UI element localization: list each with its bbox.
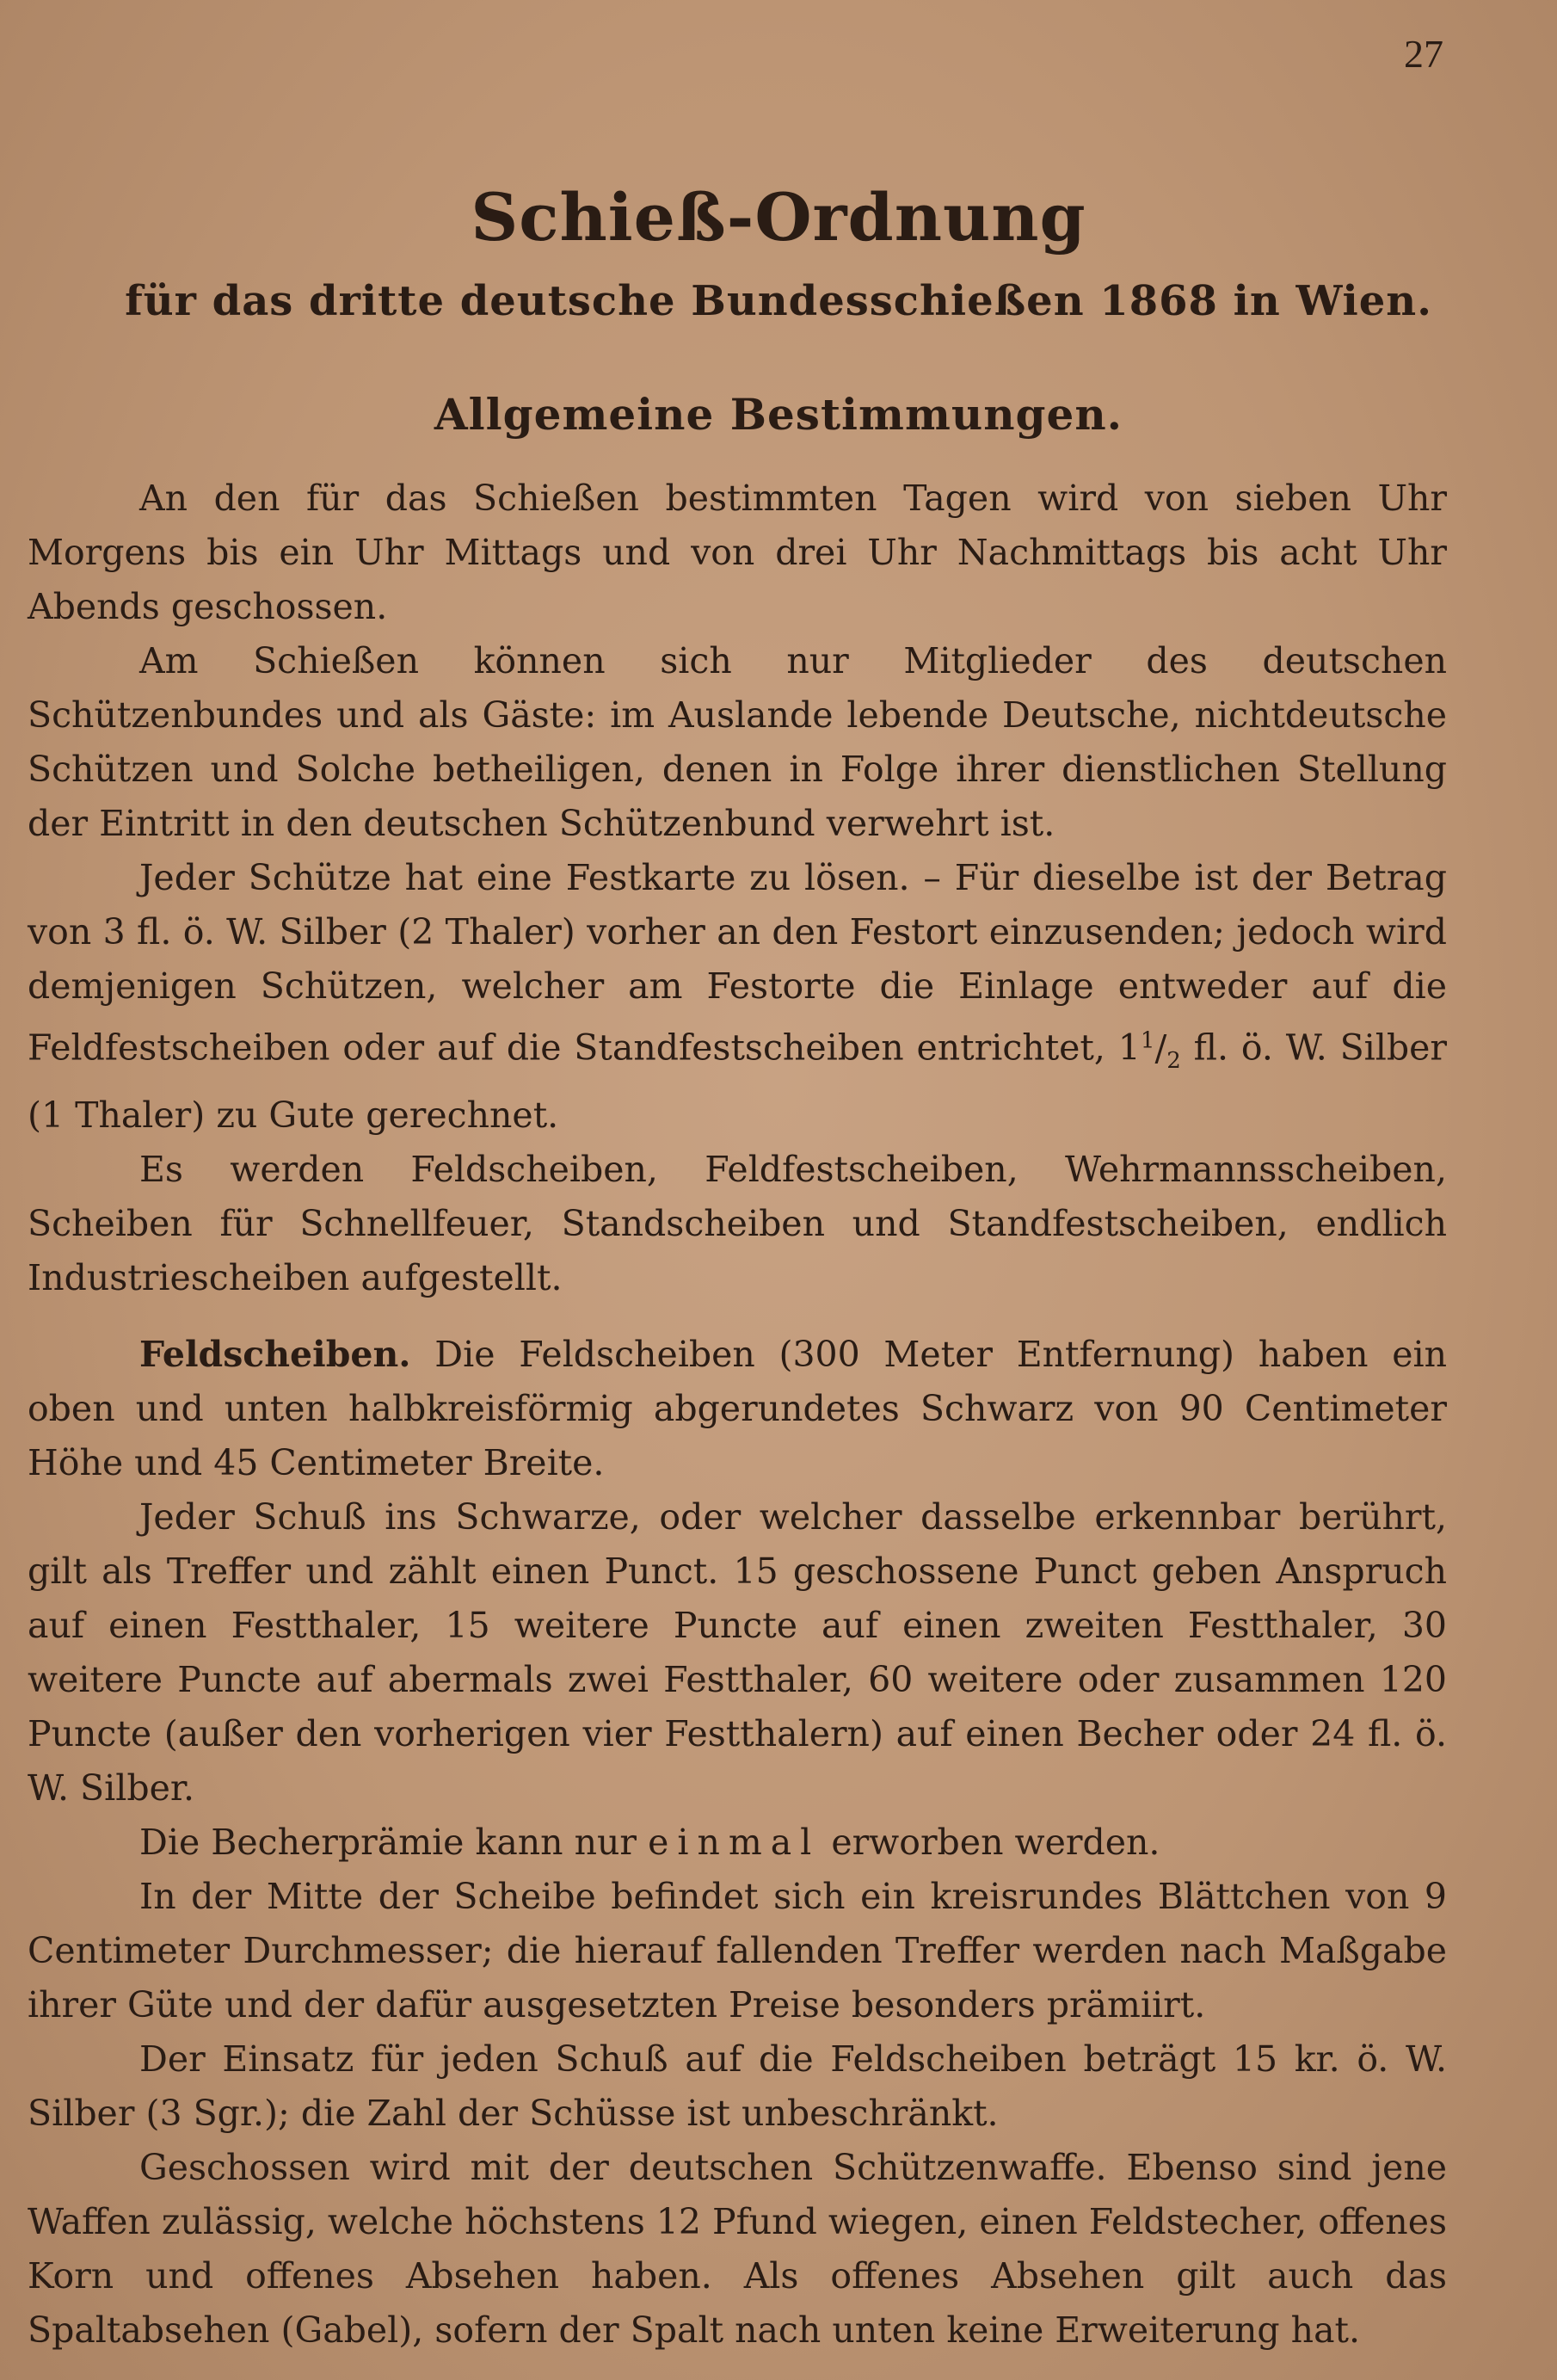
fraction-denominator: 2 (1166, 1047, 1181, 1074)
emphasized-word: einmal (648, 1821, 821, 1863)
paragraph: Geschossen wird mit der deutschen Schützenwaffe. Ebenso sind jene Waffen zulässig, welche höchstens 12 Pfund wiegen, einen Feldstecher, offenes Korn und offenes Absehen haben. Als offenes Absehen gilt auch das Spaltabsehen (Gabel), sofern der Spalt nach unten keine Erweiterung hat. (28, 2146, 1447, 2351)
body-text (28, 472, 1447, 2358)
page-subtitle: für das dritte deutsche Bundesschießen 1868 in Wien. (125, 277, 1432, 325)
paragraph: Jeder Schuß ins Schwarze, oder welcher dasselbe erkennbar berührt, gilt als Treffer und zählt einen Punct. 15 geschossene Punct geben Anspruch auf einen Festthaler, 15 weitere Puncte auf einen zweiten Festthaler, 30 weitere Puncte auf abermals zwei Festthaler, 60 weitere oder zusammen 120 Puncte (außer den vorherigen vier Festthalern) auf einen Becher oder 24 fl. ö. W. Silber. (28, 1495, 1447, 1809)
page-title: Schieß-Ordnung (471, 179, 1086, 256)
paragraph (28, 851, 1447, 1143)
fraction-numerator: 1 (1140, 1027, 1155, 1053)
paragraph (28, 1816, 1447, 1870)
paragraph: Der Einsatz für jeden Schuß auf die Feldscheiben beträgt 15 kr. ö. W. Silber (3 Sgr.); die Zahl der Schüsse ist unbeschränkt. (28, 2038, 1447, 2134)
paragraph-text: Jeder Schütze hat eine Festkarte zu lösen. – Für dieselbe ist der Betrag von 3 fl. ö. W. Silber (2 Thaler) vorher an den Festort einzusenden; jedoch wird demjenigen Schützen, welcher am Festorte die Einlage entweder auf die Feldfestscheiben oder auf die Standfestscheiben entrichtet, 1 (28, 857, 1447, 1069)
paragraph: Am Schießen können sich nur Mitglieder des deutschen Schützenbundes und als Gäste: im Auslande lebende Deutsche, nichtdeutsche Schützen und Solche betheiligen, denen in Folge ihrer dienstlichen Stellung der Eintritt in den deutschen Schützenbund verwehrt ist. (28, 640, 1447, 844)
paragraph-text: Die Feldscheiben (300 Meter Entfernung) haben ein oben und unten halbkreisförmig abgerundetes Schwarz von 90 Centimeter Höhe und 45 Centimeter Breite. (28, 1333, 1447, 1483)
section-heading: Allgemeine Bestimmungen. (434, 389, 1123, 440)
paragraph-text: Die Becherprämie kann nur (139, 1821, 649, 1863)
paragraph (28, 1328, 1447, 1490)
paragraph: Es werden Feldscheiben, Feldfestscheiben, Wehrmannsscheiben, Scheiben für Schnellfeuer, Standscheiben und Standfestscheiben, endlich Industriescheiben aufgestellt. (28, 1148, 1447, 1298)
page-number: 27 (1404, 32, 1443, 76)
paragraph-text: fl. ö. W. Silber (1 Thaler) zu Gute gerechnet. (28, 1027, 1448, 1136)
paragraph-text: erworben werden. (820, 1821, 1160, 1863)
paragraph: In der Mitte der Scheibe befindet sich ein kreisrundes Blättchen von 9 Centimeter Durchmesser; die hierauf fallenden Treffer werden nach Maßgabe ihrer Güte und der dafür ausgesetzten Preise besonders prämiirt. (28, 1875, 1447, 2025)
paragraph: An den für das Schießen bestimmten Tagen wird von sieben Uhr Morgens bis ein Uhr Mittags und von drei Uhr Nachmittags bis acht Uhr Abends geschossen. (28, 478, 1447, 627)
run-in-heading: Feldscheiben. (139, 1333, 411, 1375)
fraction-half: $^1/_2$ (1140, 1027, 1181, 1074)
